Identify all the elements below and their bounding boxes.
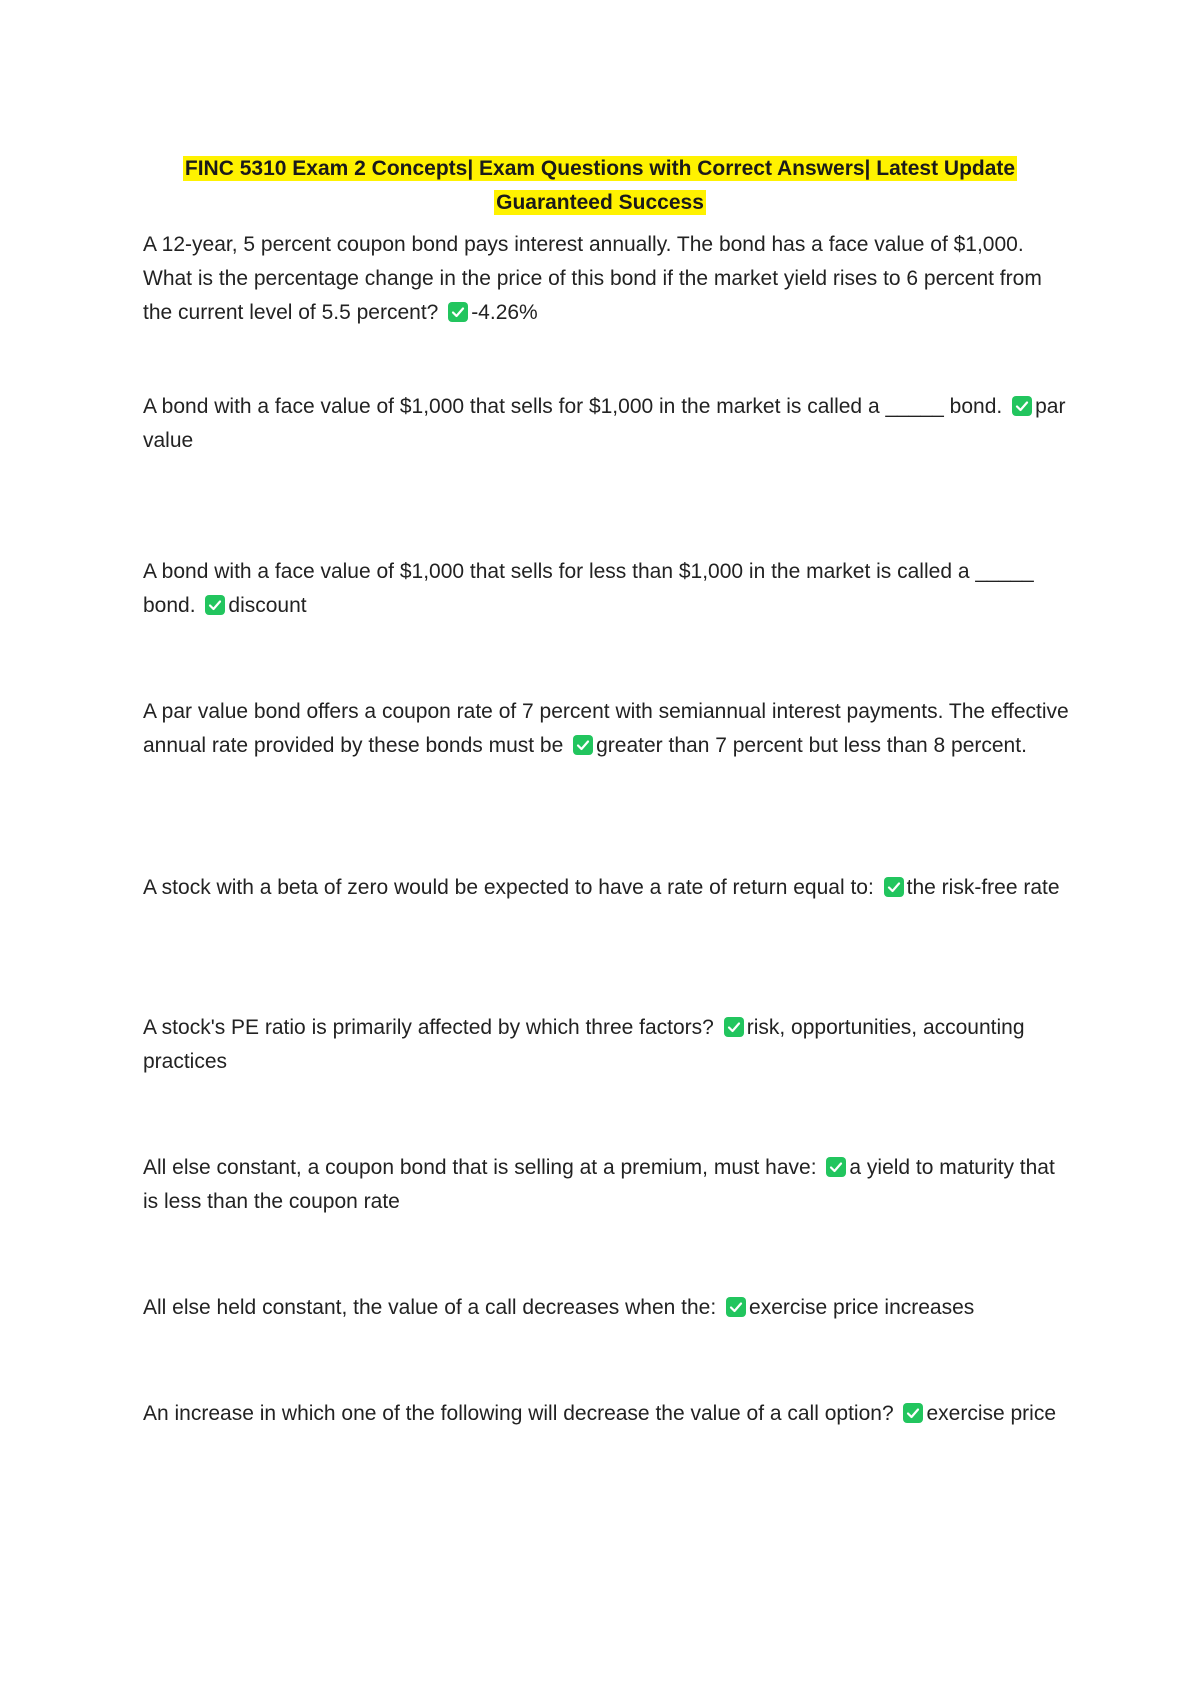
answer-text: the risk-free rate — [906, 876, 1060, 899]
question-text: A bond with a face value of $1,000 that sells for $1,000 in the market is called a _____ bond. — [143, 395, 1003, 418]
check-mark-icon — [724, 1017, 744, 1037]
qa-item — [143, 1397, 1073, 1431]
check-mark-icon — [573, 735, 593, 755]
check-mark-icon — [884, 877, 904, 897]
check-mark-icon — [448, 302, 468, 322]
answer-text: risk, opportunities, accounting practices — [143, 1016, 1025, 1073]
qa-item — [143, 228, 1073, 330]
qa-item — [143, 871, 1073, 905]
answer-text: exercise price — [926, 1402, 1057, 1425]
answer-text: -4.26% — [471, 301, 538, 324]
answer-text: a yield to maturity that is less than the coupon rate — [143, 1156, 1055, 1213]
answer-text: greater than 7 percent but less than 8 percent. — [596, 734, 1027, 757]
title-line-2: Guaranteed Success — [496, 191, 704, 214]
qa-item — [143, 695, 1073, 763]
question-text: All else held constant, the value of a call decreases when the: — [143, 1296, 717, 1319]
question-text: A stock with a beta of zero would be expected to have a rate of return equal to: — [143, 876, 874, 899]
answer-text: par value — [143, 395, 1066, 452]
question-text: An increase in which one of the following will decrease the value of a call option? — [143, 1402, 894, 1425]
question-text: All else constant, a coupon bond that is selling at a premium, must have: — [143, 1156, 817, 1179]
qa-item — [143, 1011, 1073, 1079]
check-mark-icon — [1012, 396, 1032, 416]
question-text: A 12-year, 5 percent coupon bond pays interest annually. The bond has a face value of $1,000. What is the percentage change in the price of this bond if the market yield rises to 6 percent from the current level of 5.5 percent? — [143, 233, 1042, 324]
qa-item — [143, 1291, 1073, 1325]
qa-item — [143, 1151, 1073, 1219]
question-text: A bond with a face value of $1,000 that sells for less than $1,000 in the market is called a _____ bond. — [143, 560, 1034, 617]
question-text: A par value bond offers a coupon rate of 7 percent with semiannual interest payments. The effective annual rate provided by these bonds must be — [143, 700, 1069, 757]
document-title — [140, 152, 1060, 220]
question-text: A stock's PE ratio is primarily affected by which three factors? — [143, 1016, 714, 1039]
answer-text: exercise price increases — [749, 1296, 975, 1319]
title-line-1: FINC 5310 Exam 2 Concepts| Exam Questions with Correct Answers| Latest Update — [184, 157, 1016, 180]
check-mark-icon — [903, 1403, 923, 1423]
answer-text: discount — [228, 594, 307, 617]
check-mark-icon — [205, 595, 225, 615]
qa-item — [143, 555, 1073, 623]
qa-item — [143, 390, 1073, 458]
check-mark-icon — [726, 1297, 746, 1317]
check-mark-icon — [826, 1157, 846, 1177]
